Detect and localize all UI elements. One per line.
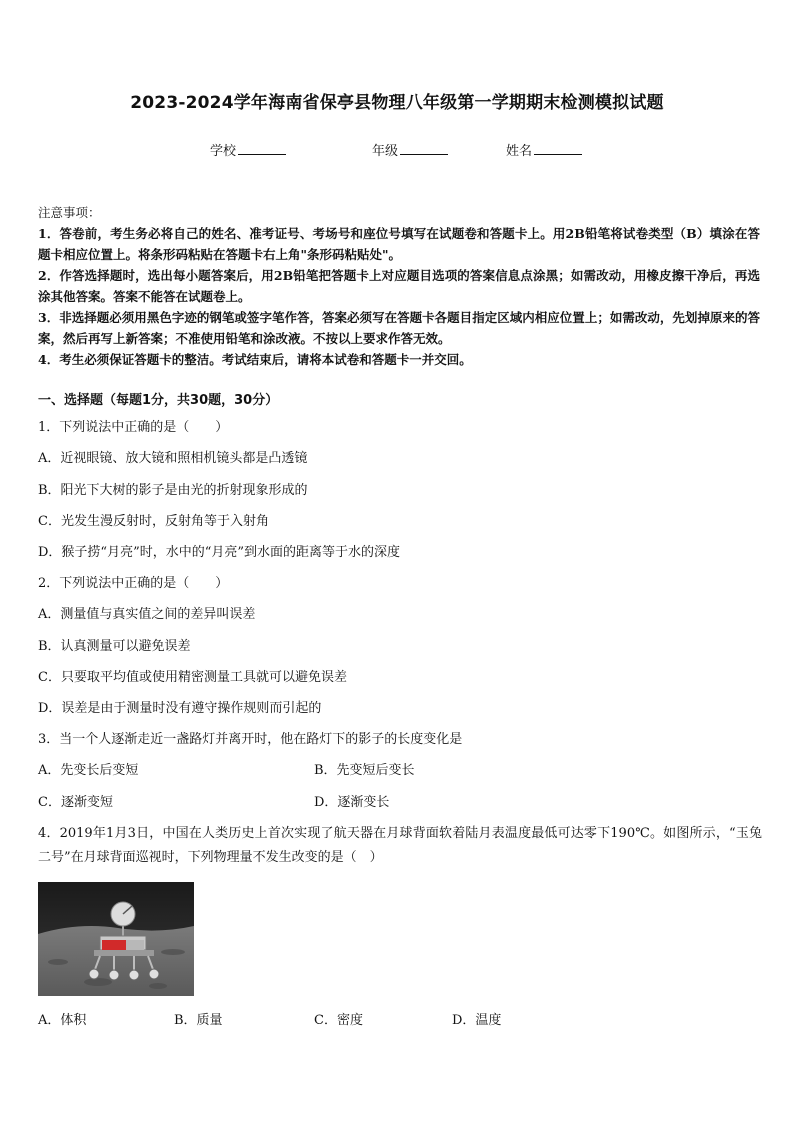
- question-4-option-b: B．质量: [174, 1013, 223, 1028]
- notes-block: [38, 202, 760, 370]
- question-2-option-a: A．测量值与真实值之间的差异叫误差: [38, 607, 256, 622]
- question-3-option-c: C．逐渐变短: [38, 795, 113, 810]
- notes-item: 1．答卷前，考生务必将自己的姓名、准考证号、考场号和座位号填写在试题卷和答题卡上。用2B铅笔将试卷类型（B）填涂在答题卡相应位置上。将条形码粘贴在答题卡右上角"条形码粘贴处"。: [38, 226, 760, 262]
- question-1-option-b: B．阳光下大树的影子是由光的折射现象形成的: [38, 483, 308, 498]
- school-blank: [238, 143, 286, 155]
- question-2-stem: 2．下列说法中正确的是（ ）: [38, 576, 229, 591]
- question-4-option-a: A．体积: [38, 1013, 87, 1028]
- question-3-option-a: A．先变长后变短: [38, 763, 139, 778]
- section-heading: 一、选择题（每题1分，共30题，30分）: [38, 393, 279, 408]
- question-4-option-d: D．温度: [452, 1013, 502, 1028]
- lunar-rover-image: [38, 882, 194, 996]
- grade-field: [372, 140, 448, 159]
- grade-blank: [400, 143, 448, 155]
- question-1-option-c: C．光发生漫反射时，反射角等于入射角: [38, 514, 269, 529]
- name-blank: [534, 143, 582, 155]
- name-field: [506, 140, 582, 159]
- school-field: [210, 140, 286, 159]
- question-2-option-b: B．认真测量可以避免误差: [38, 639, 191, 654]
- question-3-stem: 3．当一个人逐渐走近一盏路灯并离开时，他在路灯下的影子的长度变化是: [38, 732, 463, 747]
- question-1-option-d: D．猴子捞“月亮”时，水中的“月亮”到水面的距离等于水的深度: [38, 545, 401, 560]
- school-label: 学校: [210, 144, 237, 159]
- name-label: 姓名: [506, 144, 533, 159]
- question-3-option-b: B．先变短后变长: [314, 763, 415, 778]
- question-1-stem: 1．下列说法中正确的是（ ）: [38, 420, 229, 435]
- question-3-option-d: D．逐渐变长: [314, 795, 390, 810]
- notes-item: 4．考生必须保证答题卡的整洁。考试结束后，请将本试卷和答题卡一并交回。: [38, 352, 472, 367]
- question-4-stem: 4．2019年1月3日，中国在人类历史上首次实现了航天器在月球背面软着陆月表温度最低可达零下190℃。如图所示，“玉兔二号”在月球背面巡视时，下列物理量不发生改变的是（ ）: [38, 826, 762, 865]
- grade-label: 年级: [372, 144, 399, 159]
- notes-item: 2．作答选择题时，选出每小题答案后，用2B铅笔把答题卡上对应题目选项的答案信息点涂黑；如需改动，用橡皮擦干净后，再选涂其他答案。答案不能答在试题卷上。: [38, 268, 760, 304]
- notes-item: 3．非选择题必须用黑色字迹的钢笔或签字笔作答，答案必须写在答题卡各题目指定区域内相应位置上；如需改动，先划掉原来的答案，然后再写上新答案；不准使用铅笔和涂改液。不按以上要求作答无效。: [38, 310, 760, 346]
- question-1-option-a: A．近视眼镜、放大镜和照相机镜头都是凸透镜: [38, 451, 308, 466]
- question-2-option-d: D．误差是由于测量时没有遵守操作规则而引起的: [38, 701, 322, 716]
- page-title: 2023-2024学年海南省保亭县物理八年级第一学期期末检测模拟试题: [130, 93, 664, 113]
- question-2-option-c: C．只要取平均值或使用精密测量工具就可以避免误差: [38, 670, 347, 685]
- question-4-option-c: C．密度: [314, 1013, 363, 1028]
- notes-heading: 注意事项：: [38, 205, 101, 220]
